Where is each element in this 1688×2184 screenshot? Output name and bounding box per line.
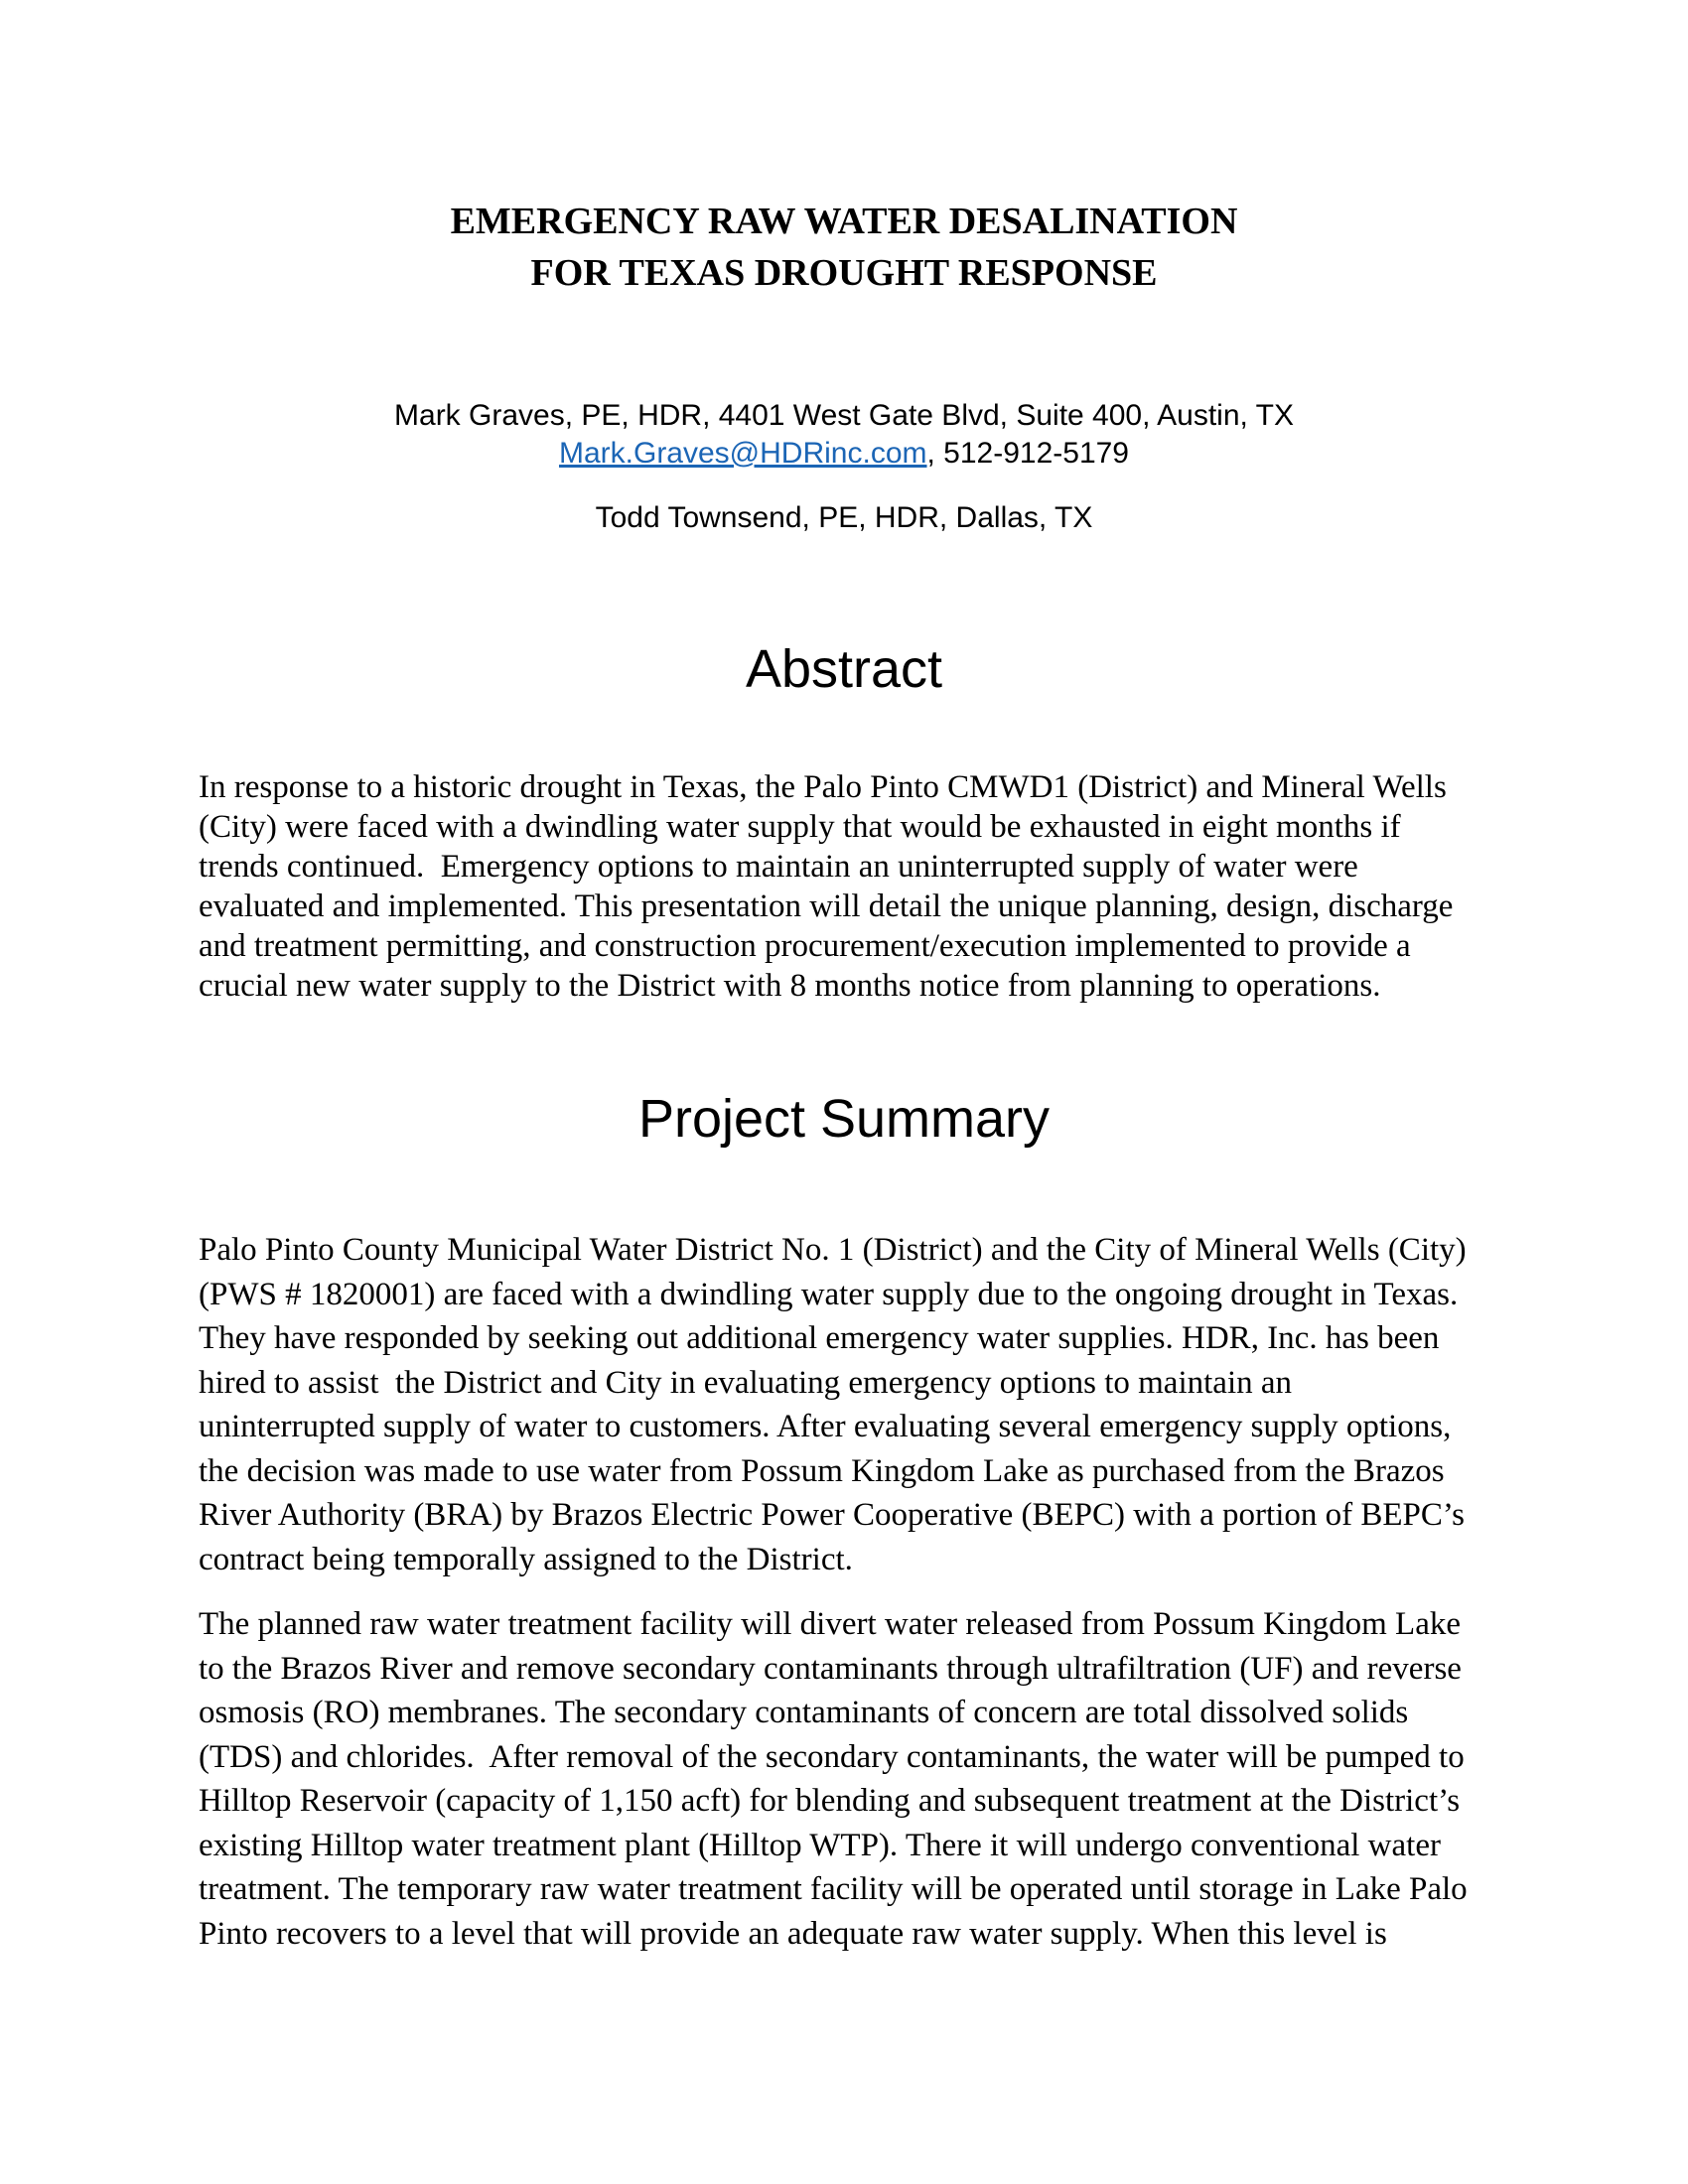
second-author-line: Todd Townsend, PE, HDR, Dallas, TX — [595, 501, 1093, 534]
text-line: Pinto recovers to a level that will provide an adequate raw water supply. When this level is — [199, 1915, 1387, 1952]
project-summary-heading: Project Summary — [637, 1089, 1051, 1149]
text-line: to the Brazos River and remove secondary contaminants through ultrafiltration (UF) and reverse — [199, 1650, 1462, 1687]
text-line: EMERGENCY RAW WATER DESALINATION — [450, 201, 1238, 242]
text-line: They have responded by seeking out additional emergency water supplies. HDR, Inc. has been — [199, 1320, 1440, 1356]
abstract-heading: Abstract — [745, 639, 943, 699]
text-line: (TDS) and chlorides. After removal of the secondary contaminants, the water will be pumped to — [199, 1738, 1465, 1775]
text-line: crucial new water supply to the District with 8 months notice from planning to operations. — [199, 968, 1381, 1004]
text-line: The planned raw water treatment facility will divert water released from Possum Kingdom Lake — [199, 1606, 1461, 1642]
author-contact-line — [199, 435, 1489, 473]
text-line: contract being temporally assigned to the District. — [199, 1541, 853, 1577]
phone-number: , 512-912-5179 — [926, 437, 1129, 470]
text-line: In response to a historic drought in Texas, the Palo Pinto CMWD1 (District) and Mineral Wells — [199, 769, 1447, 805]
text-line: trends continued. Emergency options to maintain an uninterrupted supply of water were — [199, 849, 1358, 885]
author-affiliation-line: Mark Graves, PE, HDR, 4401 West Gate Blvd, Suite 400, Austin, TX — [394, 399, 1294, 432]
project-summary-paragraph-1 — [199, 1228, 1489, 1581]
author-block — [199, 397, 1489, 473]
text-line: Hilltop Reservoir (capacity of 1,150 acft) for blending and subsequent treatment at the District’s — [199, 1783, 1461, 1819]
text-line: hired to assist the District and City in evaluating emergency options to maintain an — [199, 1364, 1293, 1401]
text-line: osmosis (RO) membranes. The secondary contaminants of concern are total dissolved solids — [199, 1695, 1409, 1730]
text-line: the decision was made to use water from Possum Kingdom Lake as purchased from the Brazos — [199, 1452, 1445, 1489]
text-line: FOR TEXAS DROUGHT RESPONSE — [530, 252, 1158, 294]
text-line: and treatment permitting, and construction procurement/execution implemented to provide a — [199, 928, 1411, 964]
text-line: evaluated and implemented. This presentation will detail the unique planning, design, discharge — [199, 888, 1454, 924]
project-summary-paragraph-2 — [199, 1602, 1489, 1956]
text-line: (City) were faced with a dwindling water supply that would be exhausted in eight months if — [199, 809, 1401, 845]
text-line: River Authority (BRA) by Brazos Electric Power Cooperative (BEPC) with a portion of BEPC’s — [199, 1497, 1465, 1533]
abstract-paragraph — [199, 767, 1489, 1006]
email-link[interactable]: Mark.Graves@HDRinc.com — [558, 437, 927, 470]
text-line: (PWS # 1820001) are faced with a dwindling water supply due to the ongoing drought in Texas. — [199, 1276, 1459, 1312]
text-line: existing Hilltop water treatment plant (Hilltop WTP). There it will undergo conventional water — [199, 1827, 1441, 1863]
text-line: uninterrupted supply of water to customers. After evaluating several emergency supply options, — [199, 1409, 1452, 1444]
document-title — [199, 196, 1489, 299]
text-line: treatment. The temporary raw water treatment facility will be operated until storage in Lake Palo — [199, 1871, 1468, 1907]
text-line: Palo Pinto County Municipal Water District No. 1 (District) and the City of Mineral Wells (City) — [199, 1232, 1467, 1268]
